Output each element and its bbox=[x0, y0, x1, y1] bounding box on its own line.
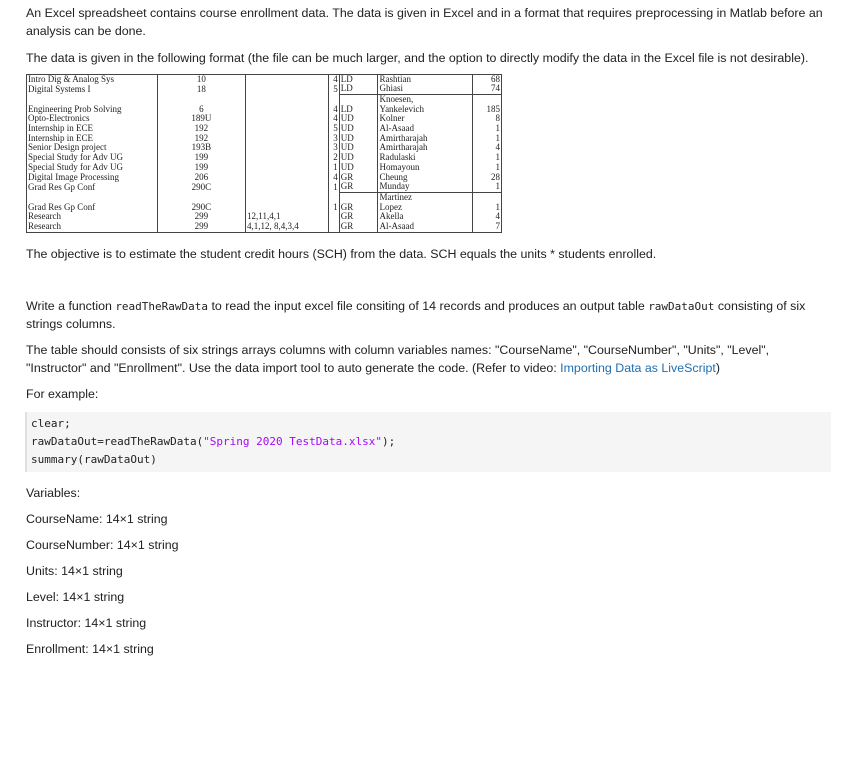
variable-item: CourseName: 14×1 string bbox=[26, 511, 168, 526]
cell-section-list bbox=[246, 143, 329, 153]
output-var-code: rawDataOut bbox=[648, 300, 715, 314]
cell-course-number: 290C bbox=[157, 182, 245, 192]
spreadsheet-row bbox=[27, 173, 502, 183]
cell-course-name: Digital Image Processing bbox=[27, 173, 158, 183]
cell-level: UD bbox=[339, 163, 378, 173]
cell-course-name: Digital Systems I bbox=[27, 84, 158, 94]
cell-units bbox=[328, 212, 339, 222]
cell-section-list bbox=[246, 134, 329, 144]
cell-course-name: Research bbox=[27, 212, 158, 222]
cell-level: UD bbox=[339, 124, 378, 134]
cell-enrollment: 4 bbox=[473, 212, 502, 222]
cell-level: GR bbox=[339, 212, 378, 222]
cell-units: 3 bbox=[328, 134, 339, 144]
cell-level: UD bbox=[339, 134, 378, 144]
cell-course-name: Special Study for Adv UG bbox=[27, 153, 158, 163]
spreadsheet-row bbox=[27, 124, 502, 134]
cell-instructor: Amirtharajah bbox=[378, 143, 473, 153]
code-line-call: rawDataOut=readTheRawData("Spring 2020 TestData.xlsx"); bbox=[31, 434, 396, 448]
cell-level: LD bbox=[339, 74, 378, 84]
cell-section-list bbox=[246, 173, 329, 183]
cell-units: 1 bbox=[328, 203, 339, 213]
variable-item: Instructor: 14×1 string bbox=[26, 615, 147, 630]
cell-course-name: Senior Design project bbox=[27, 143, 158, 153]
cell-enrollment: 74 bbox=[473, 84, 502, 94]
cell-units: 5 bbox=[328, 84, 339, 94]
cell-units: 1 bbox=[328, 182, 339, 192]
cell-section-list: 4,1,12, 8,4,3,4 bbox=[246, 222, 329, 232]
cell-instructor: Martinez bbox=[378, 192, 473, 202]
variable-item: Units: 14×1 string bbox=[26, 563, 123, 578]
spreadsheet-row bbox=[27, 84, 502, 94]
cell-course-number: 189U bbox=[157, 114, 245, 124]
cell-level: UD bbox=[339, 153, 378, 163]
cell-course-number: 18 bbox=[157, 84, 245, 94]
cell-instructor: Knoesen, bbox=[378, 94, 473, 104]
cell-instructor: Homayoun bbox=[378, 163, 473, 173]
cell-section-list bbox=[246, 163, 329, 173]
cell-section-list bbox=[246, 192, 329, 202]
cell-course-number: 193B bbox=[157, 143, 245, 153]
cell-course-number: 290C bbox=[157, 203, 245, 213]
example-label: For example: bbox=[26, 387, 99, 402]
spreadsheet-image bbox=[26, 74, 502, 233]
cell-course-number: 192 bbox=[157, 134, 245, 144]
spreadsheet-row bbox=[27, 192, 502, 202]
cell-course-name: Engineering Prob Solving bbox=[27, 105, 158, 115]
variables-output bbox=[26, 480, 832, 662]
format-paragraph: The data is given in the following format (the file can be much larger, and the option to directly modify the data in the Excel file is not desirable). bbox=[26, 51, 809, 65]
question-content bbox=[26, 4, 832, 662]
cell-instructor: Cheung bbox=[378, 173, 473, 183]
cell-level: LD bbox=[339, 84, 378, 94]
code-line-clear: clear; bbox=[31, 416, 71, 430]
cell-instructor: Munday bbox=[378, 182, 473, 192]
cell-section-list bbox=[246, 74, 329, 84]
cell-course-number: 199 bbox=[157, 163, 245, 173]
cell-course-name: Grad Res Gp Conf bbox=[27, 203, 158, 213]
cell-level: GR bbox=[339, 182, 378, 192]
cell-course-name: Internship in ECE bbox=[27, 124, 158, 134]
cell-instructor: Lopez bbox=[378, 203, 473, 213]
cell-course-number: 299 bbox=[157, 222, 245, 232]
cell-level: GR bbox=[339, 222, 378, 232]
variables-heading: Variables: bbox=[26, 485, 81, 500]
spreadsheet-row bbox=[27, 222, 502, 232]
code-string-filename: "Spring 2020 TestData.xlsx" bbox=[203, 434, 382, 448]
cell-course-number: 299 bbox=[157, 212, 245, 222]
function-name-code: readTheRawData bbox=[115, 300, 209, 314]
cell-section-list bbox=[246, 105, 329, 115]
spreadsheet-row bbox=[27, 182, 502, 192]
cell-enrollment: 8 bbox=[473, 114, 502, 124]
cell-enrollment: 4 bbox=[473, 143, 502, 153]
cell-section-list: 12,11,4,1 bbox=[246, 212, 329, 222]
cell-units: 4 bbox=[328, 74, 339, 84]
cell-level: LD bbox=[339, 105, 378, 115]
cell-enrollment: 1 bbox=[473, 124, 502, 134]
code-block bbox=[25, 412, 831, 472]
write-function-paragraph: Write a function readTheRawData to read the input excel file consiting of 14 records and produces an output table rawDataOut consisting of six strings columns. bbox=[26, 299, 806, 331]
cell-units bbox=[328, 222, 339, 232]
cell-instructor: Rashtian bbox=[378, 74, 473, 84]
cell-course-number: 199 bbox=[157, 153, 245, 163]
cell-enrollment: 68 bbox=[473, 74, 502, 84]
cell-level: GR bbox=[339, 173, 378, 183]
cell-level: UD bbox=[339, 114, 378, 124]
cell-course-number: 10 bbox=[157, 74, 245, 84]
cell-section-list bbox=[246, 114, 329, 124]
cell-course-name: Intro Dig & Analog Sys bbox=[27, 74, 158, 84]
code-line-summary: summary(rawDataOut) bbox=[31, 452, 157, 466]
cell-units: 4 bbox=[328, 173, 339, 183]
intro-paragraph: An Excel spreadsheet contains course enrollment data. The data is given in Excel and in a format that requires preprocessing in Matlab before an analysis can be done. bbox=[26, 6, 823, 38]
cell-section-list bbox=[246, 124, 329, 134]
cell-enrollment: 1 bbox=[473, 182, 502, 192]
cell-units: 2 bbox=[328, 153, 339, 163]
cell-units: 3 bbox=[328, 143, 339, 153]
cell-course-number: 6 bbox=[157, 105, 245, 115]
cell-section-list bbox=[246, 94, 329, 104]
table-description-paragraph: The table should consists of six strings arrays columns with column variables names: "CourseName", "CourseNumber", "Units", "Level", "Instructor" and "Enrollment". Use the data import tool to auto generate the code. (Refer to video: Importing Data as LiveScript) bbox=[26, 343, 770, 375]
cell-enrollment: 1 bbox=[473, 163, 502, 173]
cell-level: UD bbox=[339, 143, 378, 153]
cell-instructor: Radulaski bbox=[378, 153, 473, 163]
cell-instructor: Al-Asaad bbox=[378, 222, 473, 232]
cell-course-name: Research bbox=[27, 222, 158, 232]
cell-units: 4 bbox=[328, 105, 339, 115]
spreadsheet-row bbox=[27, 105, 502, 115]
cell-course-name: Grad Res Gp Conf bbox=[27, 182, 158, 192]
cell-instructor: Ghiasi bbox=[378, 84, 473, 94]
cell-section-list bbox=[246, 84, 329, 94]
spreadsheet-row bbox=[27, 74, 502, 84]
cell-enrollment: 28 bbox=[473, 173, 502, 183]
variable-item: CourseNumber: 14×1 string bbox=[26, 537, 179, 552]
cell-course-number: 192 bbox=[157, 124, 245, 134]
video-link[interactable]: Importing Data as LiveScript bbox=[560, 360, 716, 375]
cell-level: GR bbox=[339, 203, 378, 213]
cell-instructor: Amirtharajah bbox=[378, 134, 473, 144]
cell-enrollment: 1 bbox=[473, 134, 502, 144]
cell-units: 5 bbox=[328, 124, 339, 134]
cell-section-list bbox=[246, 153, 329, 163]
cell-enrollment: 7 bbox=[473, 222, 502, 232]
variable-item: Level: 14×1 string bbox=[26, 589, 125, 604]
cell-enrollment: 1 bbox=[473, 203, 502, 213]
objective-paragraph: The objective is to estimate the student credit hours (SCH) from the data. SCH equals the units * students enrolled. bbox=[26, 246, 657, 261]
cell-enrollment: 1 bbox=[473, 153, 502, 163]
cell-instructor: Akella bbox=[378, 212, 473, 222]
cell-instructor: Al-Asaad bbox=[378, 124, 473, 134]
cell-course-name: Internship in ECE bbox=[27, 134, 158, 144]
cell-instructor: Yankelevich bbox=[378, 105, 473, 115]
cell-course-name: Special Study for Adv UG bbox=[27, 163, 158, 173]
cell-course-number: 206 bbox=[157, 173, 245, 183]
cell-course-name: Opto-Electronics bbox=[27, 114, 158, 124]
variable-item: Enrollment: 14×1 string bbox=[26, 641, 154, 656]
cell-section-list bbox=[246, 182, 329, 192]
cell-enrollment: 185 bbox=[473, 105, 502, 115]
cell-instructor: Kolner bbox=[378, 114, 473, 124]
cell-units: 1 bbox=[328, 163, 339, 173]
cell-units: 4 bbox=[328, 114, 339, 124]
spreadsheet-row bbox=[27, 114, 502, 124]
